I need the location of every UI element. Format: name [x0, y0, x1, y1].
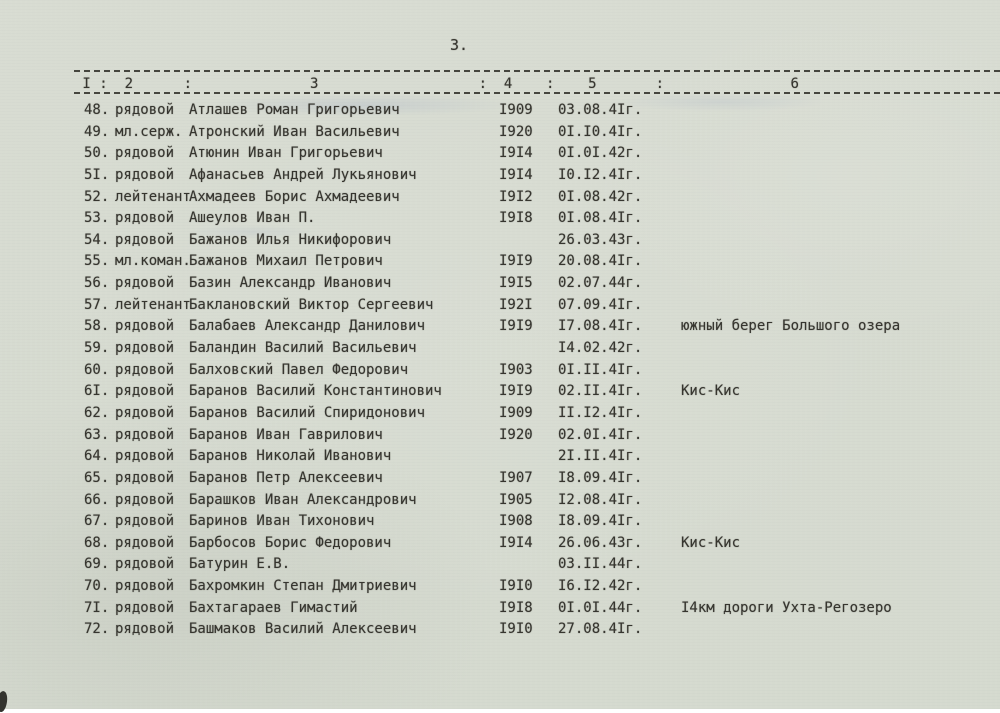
- row-date: 0I.0I.42г.: [558, 145, 643, 162]
- row-rank: рядовой: [115, 469, 175, 486]
- row-name: Афанасьев Андрей Лукьянович: [189, 166, 417, 183]
- row-birth-year: I9I8: [499, 210, 533, 227]
- row-birth-year: I909: [499, 102, 533, 118]
- row-date: I0.I2.4Iг.: [558, 166, 643, 183]
- row-birth-year: I9I8: [499, 599, 533, 616]
- row-number: 48.: [84, 102, 110, 118]
- row-birth-year: I9I2: [499, 188, 533, 205]
- table-row: [0, 276, 1000, 298]
- table-row: [0, 493, 1000, 515]
- table-row: [0, 579, 1000, 601]
- row-date: 03.II.44г.: [558, 556, 643, 573]
- row-number: 59.: [84, 340, 110, 357]
- row-note: Кис-Кис: [681, 383, 741, 400]
- row-name: Батурин Е.В.: [189, 556, 291, 573]
- row-rank: рядовой: [115, 340, 175, 357]
- row-rank: рядовой: [115, 513, 175, 530]
- row-name: Базин Александр Иванович: [189, 275, 392, 292]
- row-birth-year: I920: [499, 426, 533, 443]
- row-birth-year: I9I5: [499, 275, 533, 292]
- row-date: 02.07.44г.: [558, 275, 643, 292]
- row-rank: рядовой: [115, 102, 175, 118]
- table-top-rule: [74, 70, 1000, 72]
- row-date: 26.03.43г.: [558, 231, 643, 248]
- row-rank: рядовой: [115, 210, 175, 227]
- row-birth-year: I9I0: [499, 578, 533, 595]
- row-rank: рядовой: [115, 404, 175, 421]
- row-birth-year: I909: [499, 404, 533, 421]
- row-number: 54.: [84, 231, 110, 248]
- row-number: 66.: [84, 491, 110, 508]
- row-rank: рядовой: [115, 491, 175, 508]
- row-number: 50.: [84, 145, 110, 162]
- row-number: 69.: [84, 556, 110, 573]
- table-row: [0, 428, 1000, 450]
- row-name: Барашков Иван Александрович: [189, 491, 417, 508]
- table-row: [0, 168, 1000, 190]
- row-date: 0I.08.4Iг.: [558, 210, 643, 227]
- row-number: 60.: [84, 361, 110, 378]
- row-note: I4км дороги Ухта-Регозеро: [681, 599, 892, 616]
- row-number: 58.: [84, 318, 110, 335]
- row-birth-year: I92I: [499, 296, 533, 313]
- table-row: [0, 103, 1000, 125]
- row-date: II.I2.4Iг.: [558, 404, 643, 421]
- row-name: Балховский Павел Федорович: [189, 361, 409, 378]
- row-name: Атронский Иван Васильевич: [189, 123, 400, 140]
- row-name: Баранов Петр Алексеевич: [189, 469, 383, 486]
- page-number: 3.: [450, 36, 469, 54]
- table-column-header-row: I : 2 : 3 : 4 : 5 : 6: [74, 76, 799, 92]
- row-rank: рядовой: [115, 426, 175, 443]
- row-rank: рядовой: [115, 556, 175, 573]
- row-rank: рядовой: [115, 166, 175, 183]
- row-name: Ахмадеев Борис Ахмадеевич: [189, 188, 400, 205]
- row-number: 70.: [84, 578, 110, 595]
- row-name: Бажанов Илья Никифорович: [189, 231, 392, 248]
- table-header-underline-rule: [74, 92, 1000, 94]
- row-date: 03.08.4Iг.: [558, 102, 643, 118]
- row-number: 72.: [84, 621, 110, 638]
- table-row: [0, 254, 1000, 276]
- row-number: 6I.: [84, 383, 110, 400]
- row-name: Бахромкин Степан Дмитриевич: [189, 578, 417, 595]
- row-date: 0I.I0.4Iг.: [558, 123, 643, 140]
- row-date: I4.02.42г.: [558, 340, 643, 357]
- row-date: I7.08.4Iг.: [558, 318, 643, 335]
- row-number: 63.: [84, 426, 110, 443]
- row-rank: рядовой: [115, 383, 175, 400]
- row-number: 65.: [84, 469, 110, 486]
- row-date: 0I.08.42г.: [558, 188, 643, 205]
- row-birth-year: I903: [499, 361, 533, 378]
- row-date: I2.08.4Iг.: [558, 491, 643, 508]
- row-date: 27.08.4Iг.: [558, 621, 643, 638]
- row-rank: рядовой: [115, 578, 175, 595]
- row-date: 20.08.4Iг.: [558, 253, 643, 270]
- row-birth-year: I905: [499, 491, 533, 508]
- row-name: Балабаев Александр Данилович: [189, 318, 426, 335]
- table-row: [0, 622, 1000, 644]
- table-row: [0, 536, 1000, 558]
- row-date: 02.II.4Iг.: [558, 383, 643, 400]
- row-number: 64.: [84, 448, 110, 465]
- row-name: Ашеулов Иван П.: [189, 210, 316, 227]
- table-row: [0, 471, 1000, 493]
- row-name: Башмаков Василий Алексеевич: [189, 621, 417, 638]
- row-date: 2I.II.4Iг.: [558, 448, 643, 465]
- row-name: Баландин Василий Васильевич: [189, 340, 417, 357]
- row-number: 53.: [84, 210, 110, 227]
- row-birth-year: I9I9: [499, 253, 533, 270]
- row-birth-year: I9I4: [499, 166, 533, 183]
- table-row: [0, 298, 1000, 320]
- row-name: Бажанов Михаил Петрович: [189, 253, 383, 270]
- row-rank: рядовой: [115, 361, 175, 378]
- row-name: Баранов Иван Гаврилович: [189, 426, 383, 443]
- row-number: 68.: [84, 534, 110, 551]
- row-birth-year: I9I9: [499, 383, 533, 400]
- row-birth-year: I907: [499, 469, 533, 486]
- table-row: [0, 557, 1000, 579]
- row-number: 56.: [84, 275, 110, 292]
- row-name: Баранов Василий Константинович: [189, 383, 442, 400]
- table-row: [0, 341, 1000, 363]
- row-birth-year: I9I9: [499, 318, 533, 335]
- row-note: южный берег Большого озера: [681, 318, 901, 335]
- row-date: 26.06.43г.: [558, 534, 643, 551]
- row-date: I8.09.4Iг.: [558, 469, 643, 486]
- table-row: [0, 233, 1000, 255]
- row-number: 67.: [84, 513, 110, 530]
- row-rank: рядовой: [115, 275, 175, 292]
- row-rank: лейтенант: [115, 188, 191, 205]
- row-number: 5I.: [84, 166, 110, 183]
- table-row: [0, 406, 1000, 428]
- row-date: 02.0I.4Iг.: [558, 426, 643, 443]
- table-row: [0, 319, 1000, 341]
- row-rank: рядовой: [115, 621, 175, 638]
- row-date: 07.09.4Iг.: [558, 296, 643, 313]
- row-birth-year: I9I0: [499, 621, 533, 638]
- row-rank: рядовой: [115, 145, 175, 162]
- row-number: 52.: [84, 188, 110, 205]
- row-number: 57.: [84, 296, 110, 313]
- row-name: Баринов Иван Тихонович: [189, 513, 375, 530]
- row-rank: рядовой: [115, 534, 175, 551]
- row-name: Атлашев Роман Григорьевич: [189, 102, 400, 118]
- table-row: [0, 514, 1000, 536]
- table-row: [0, 384, 1000, 406]
- table-row: [0, 601, 1000, 623]
- row-rank: мл.коман.: [115, 253, 191, 270]
- table-row: [0, 190, 1000, 212]
- row-birth-year: I9I4: [499, 534, 533, 551]
- row-name: Бахтагараев Гимастий: [189, 599, 358, 616]
- row-date: 0I.0I.44г.: [558, 599, 643, 616]
- row-birth-year: I9I4: [499, 145, 533, 162]
- table-row: [0, 146, 1000, 168]
- row-birth-year: I908: [499, 513, 533, 530]
- row-name: Баранов Николай Иванович: [189, 448, 392, 465]
- row-name: Баклановский Виктор Сергеевич: [189, 296, 434, 313]
- row-name: Барбосов Борис Федорович: [189, 534, 392, 551]
- row-rank: рядовой: [115, 448, 175, 465]
- table-row: [0, 363, 1000, 385]
- row-rank: мл.серж.: [115, 123, 183, 140]
- table-row: [0, 211, 1000, 233]
- row-rank: рядовой: [115, 318, 175, 335]
- row-number: 7I.: [84, 599, 110, 616]
- table-row: [0, 449, 1000, 471]
- row-number: 62.: [84, 404, 110, 421]
- table-row: [0, 125, 1000, 147]
- row-rank: лейтенант: [115, 296, 191, 313]
- table-body: [0, 103, 1000, 644]
- row-date: 0I.II.4Iг.: [558, 361, 643, 378]
- row-note: Кис-Кис: [681, 534, 741, 551]
- row-rank: рядовой: [115, 599, 175, 616]
- row-birth-year: I920: [499, 123, 533, 140]
- row-name: Баранов Василий Спиридонович: [189, 404, 426, 421]
- row-date: I8.09.4Iг.: [558, 513, 643, 530]
- row-rank: рядовой: [115, 231, 175, 248]
- row-date: I6.I2.42г.: [558, 578, 643, 595]
- row-number: 55.: [84, 253, 110, 270]
- row-name: Атюнин Иван Григорьевич: [189, 145, 383, 162]
- ink-blot: [0, 690, 9, 713]
- row-number: 49.: [84, 123, 110, 140]
